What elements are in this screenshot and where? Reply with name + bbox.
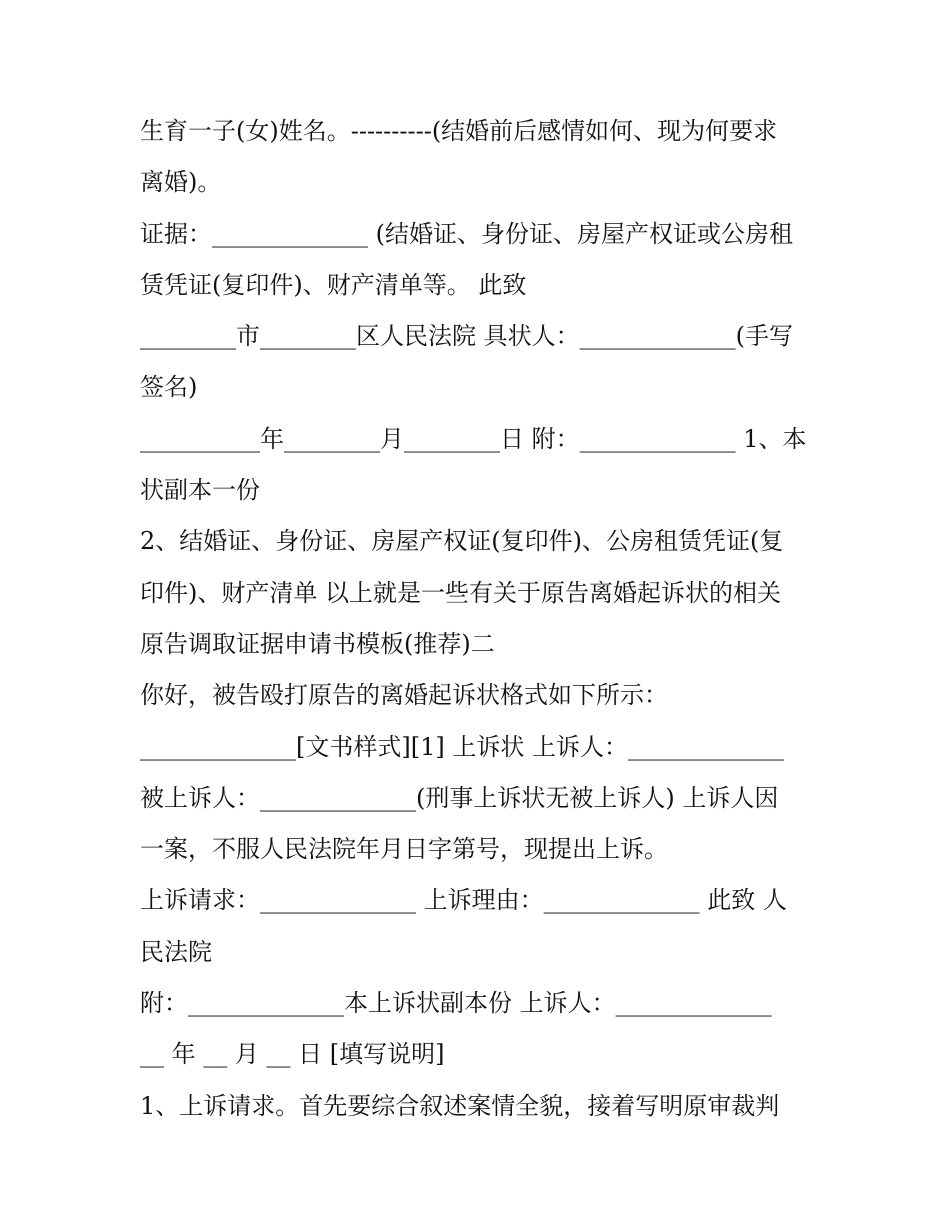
text-line: 附：_____________本上诉状副本份 上诉人：_____________ [140,989,772,1018]
text-line: 原告调取证据申请书模板(推荐)二 [140,629,495,658]
text-line: _____________[文书样式][1] 上诉状 上诉人：_____________ [140,732,784,761]
text-line: 赁凭证(复印件)、财产清单等。 此致 [140,270,527,299]
text-line: 签名) [140,373,198,402]
text-line: 离婚)。 [140,168,222,197]
text-line: 上诉请求：_____________ 上诉理由：_____________ 此致 人 [140,886,787,915]
text-line: __ 年 __ 月 __ 日 [填写说明] [140,1040,445,1069]
text-line: 状副本一份 [140,476,260,505]
text-line: 证据：_____________ (结婚证、身份证、房屋产权证或公房租 [140,219,793,248]
text-line: 被上诉人：_____________(刑事上诉状无被上诉人) 上诉人因 [140,783,779,812]
text-line: ________市________区人民法院 具状人：_____________(手写 [140,322,793,351]
text-line: 你好，被告殴打原告的离婚起诉状格式如下所示： [140,681,668,710]
text-line: 生育一子(女)姓名。----------(结婚前后感情如何、现为何要求 [140,117,778,145]
text-line: 印件)、财产清单 以上就是一些有关于原告离婚起诉状的相关 [140,578,781,607]
text-line: __________年________月________日 附：_____________ 1、本 [140,424,807,453]
text-line: 1、上诉请求。首先要综合叙述案情全貌，接着写明原审裁判 [140,1091,780,1120]
text-line: 2、结婚证、身份证、房屋产权证(复印件)、公房租赁凭证(复 [140,527,784,556]
text-line: 民法院 [140,937,212,966]
document-body [140,106,820,1132]
text-line: 一案，不服人民法院年月日字第号，现提出上诉。 [140,835,668,864]
